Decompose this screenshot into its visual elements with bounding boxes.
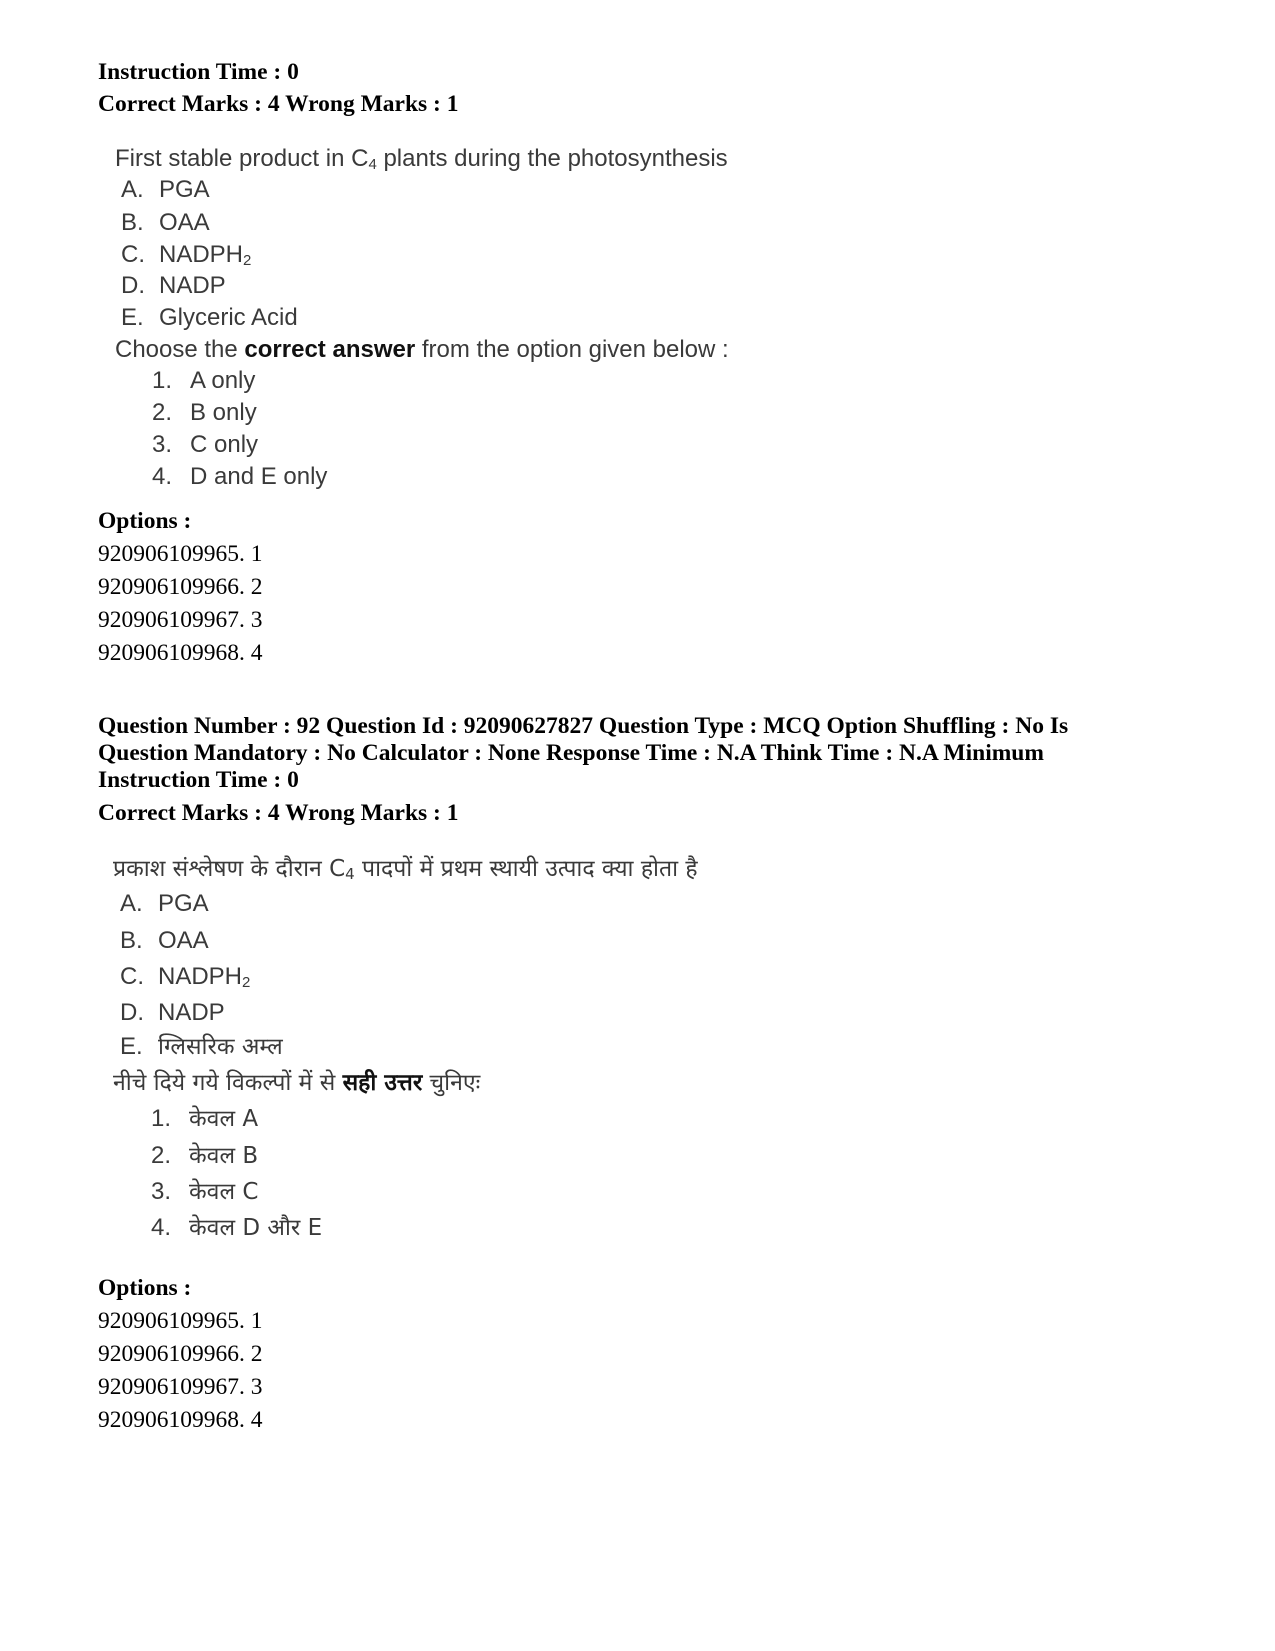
option-1: 920906109965. 1 — [98, 1308, 263, 1334]
question-header-line-2: Question Mandatory : No Calculator : None Response Time : N.A Think Time : N.A Minimum — [98, 740, 1044, 766]
choice-item-c: C. $NADPH_2$ — [120, 963, 251, 991]
choice-item-e: E. Glyceric Acid — [121, 304, 298, 331]
choice-item-a: A. PGA — [121, 176, 210, 203]
options-label: Options : — [98, 1275, 192, 1301]
question-stem: प्रकाश संश्लेषण के दौरान $C_4$ पादपों में प्रथम स्थायी उत्पाद क्या होता है — [113, 856, 698, 883]
choice-item-b: B. OAA — [120, 927, 209, 954]
option-1: 920906109965. 1 — [98, 541, 263, 567]
option-2: 920906109966. 2 — [98, 574, 263, 600]
choice-item-d: D. NADP — [120, 999, 225, 1026]
choice-item-b: B. OAA — [121, 209, 210, 236]
option-4: 920906109968. 4 — [98, 1407, 263, 1433]
option-4: 920906109968. 4 — [98, 640, 263, 666]
option-2: 920906109966. 2 — [98, 1341, 263, 1367]
choice-item-e: E. ग्लिसरिक अम्ल — [120, 1033, 283, 1060]
instruction-time: Instruction Time : 0 — [98, 59, 299, 85]
answer-item-4: 4. D and E only — [152, 463, 328, 490]
choose-instruction: नीचे दिये गये विकल्पों में से सही उत्तर चुनिएः — [113, 1070, 481, 1096]
question-header-line-1: Question Number : 92 Question Id : 92090627827 Question Type : MCQ Option Shuffling : No Is — [98, 713, 1069, 739]
instruction-time: Instruction Time : 0 — [98, 767, 299, 793]
marks-line: Correct Marks : 4 Wrong Marks : 1 — [98, 91, 459, 117]
option-3: 920906109967. 3 — [98, 1374, 263, 1400]
choose-instruction: Choose the correct answer from the option given below : — [115, 336, 729, 363]
answer-item-1: 1. A only — [152, 367, 256, 394]
answer-item-2: 2. केवल B — [151, 1142, 259, 1169]
answer-item-3: 3. केवल C — [151, 1178, 259, 1205]
option-3: 920906109967. 3 — [98, 607, 263, 633]
choice-item-d: D. NADP — [121, 272, 226, 299]
answer-item-4: 4. केवल D और E — [151, 1214, 323, 1241]
answer-item-2: 2. B only — [152, 399, 257, 426]
question-stem: First stable product in $C_4$ plants during the photosynthesis — [115, 145, 728, 173]
answer-item-3: 3. C only — [152, 431, 259, 458]
choice-item-a: A. PGA — [120, 890, 209, 917]
options-label: Options : — [98, 508, 192, 534]
answer-item-1: 1. केवल A — [151, 1105, 259, 1132]
choice-item-c: C. $NADPH_2$ — [121, 241, 252, 269]
marks-line: Correct Marks : 4 Wrong Marks : 1 — [98, 800, 459, 826]
